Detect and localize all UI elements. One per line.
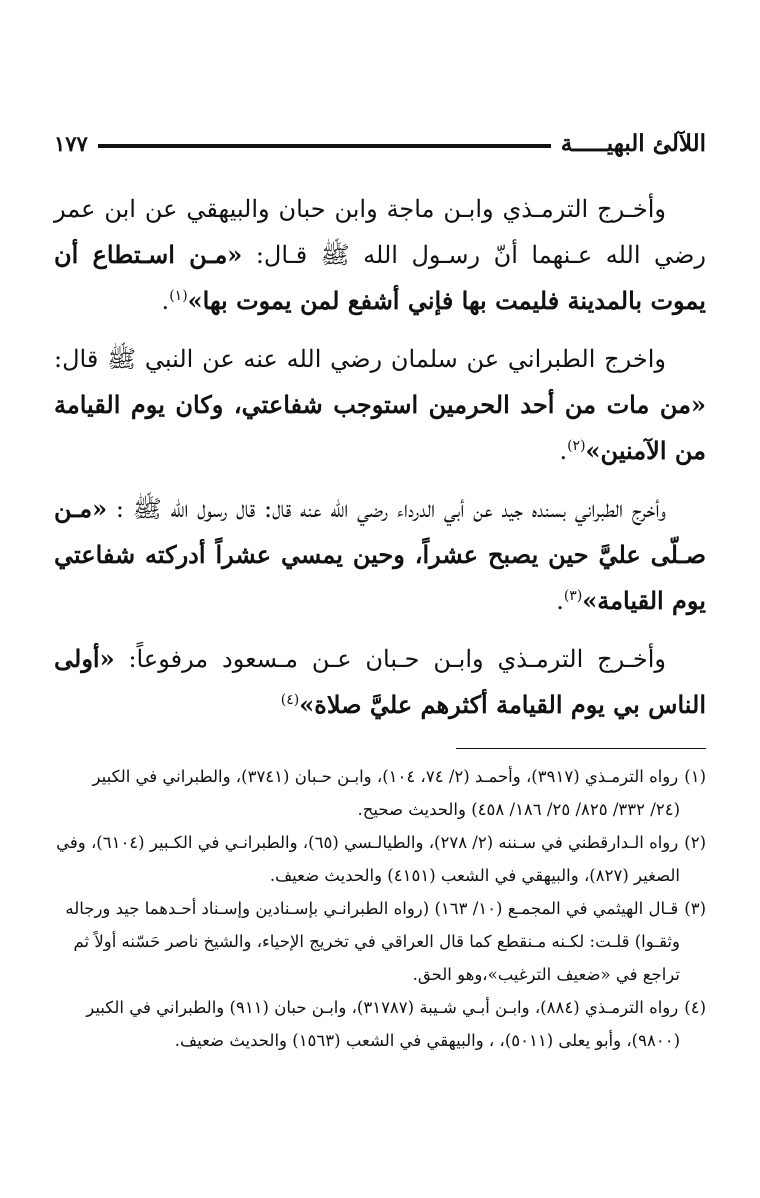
paragraph-text: وأخرج الطبراني بسنده جيد عن أبي الدرداء رضي الله عنه قال: قال رسول الله ﷺ : xyxy=(107,495,666,523)
header-title: اللآلئ البهيـــــة xyxy=(560,129,706,157)
footnote-separator xyxy=(456,748,706,749)
paragraph-tail: . xyxy=(161,287,170,315)
footnote-text: قـال الهيثمي في المجمـع (١٠/ ١٦٣) (رواه الطبرانـي بإسـنادين وإسـناد أحـدهما جيد ورجاله xyxy=(65,899,679,918)
footnote-2 xyxy=(54,826,706,892)
hadith-quote: «مـن صـلّى عليَّ حين يصبح عشراً، وحين يمسي عشراً أدركته شفاعتي يوم القيامة» xyxy=(54,494,706,615)
footnote-4 xyxy=(54,991,706,1057)
footnote-number: (٢) xyxy=(684,833,706,852)
paragraph-2 xyxy=(54,336,706,474)
footnote-ref: (١) xyxy=(169,288,188,304)
page-number: ١٧٧ xyxy=(54,130,88,156)
paragraph-1 xyxy=(54,186,706,324)
book-page xyxy=(54,0,706,1198)
hadith-quote: «من مات من أحد الحرمين استوجب شفاعتي، وكان يوم القيامة من الآمنين» xyxy=(54,390,706,465)
footnote-text: وثقـوا) قلـت: لكـنه مـنقطع كما قال العراقي في تخريج الإحياء، والشيخ ناصر حَسّنه أولاً ثم xyxy=(73,932,680,951)
footnote-text: رواه الترمـذي (٣٩١٧)، وأحمـد (٢/ ٧٤، ١٠٤)، وابـن حـبان (٣٧٤١)، والطبراني في الكبير xyxy=(92,767,679,786)
footnote-number: (٣) xyxy=(684,899,706,918)
paragraph-text: واخرج الطبراني عن سلمان رضي الله عنه عن النبي ﷺ قال: xyxy=(54,345,666,373)
footnote-text: الصغير (٨٢٧)، والبيهقي في الشعب (٤١٥١) والحديث ضعيف. xyxy=(269,866,680,885)
paragraph-4 xyxy=(54,636,706,728)
footnote-ref: (٤) xyxy=(280,692,300,708)
footnote-text: تراجع في «ضعيف الترغيب»،وهو الحق. xyxy=(412,965,680,984)
footnote-number: (١) xyxy=(684,767,706,786)
footnote-1 xyxy=(54,760,706,826)
footnote-text: (٢٤/ ٣٣٢/ ٨٢٥/ ٢٥/ ١٨٦/ ٤٥٨) والحديث صحيح. xyxy=(357,800,680,819)
footnote-text: (٩٨٠٠)، وأبو يعلى (٥٠١١)، ، والبيهقي في الشعب (١٥٦٣) والحديث ضعيف. xyxy=(174,1031,680,1050)
paragraph-tail: . xyxy=(556,587,564,615)
paragraph-text: وأخـرج الترمـذي وابـن حـبان عـن مـسعود مرفوعاً: xyxy=(114,645,666,673)
hadith-quote: «مـن اسـتطاع أن يموت بالمدينة فليمت بها فإني أشفع لمن يموت بها» xyxy=(54,240,706,315)
header-rule xyxy=(98,144,551,148)
main-text xyxy=(54,186,706,740)
paragraph-tail: . xyxy=(559,437,568,465)
footnote-text: رواه الـدارقطني في سـننه (٢/ ٢٧٨)، والطيالـسي (٦٥)، والطبرانـي في الكـبير (٦١٠٤)، وفي xyxy=(56,833,679,852)
footnote-text: رواه الترمـذي (٨٨٤)، وابـن أبـي شـيبة (٣١٧٨٧)، وابـن حبان (٩١١) والطبراني في الكبير xyxy=(86,998,679,1017)
footnotes xyxy=(54,760,706,1057)
footnote-ref: (٢) xyxy=(567,438,586,454)
hadith-quote: «أولى الناس بي يوم القيامة أكثرهم عليَّ صلاة» xyxy=(54,644,706,719)
footnote-ref: (٣) xyxy=(563,588,583,604)
footnote-number: (٤) xyxy=(684,998,706,1017)
paragraph-text: وأخـرج الترمـذي وابـن ماجة وابن حبان والبيهقي عن ابن عمر رضي الله عـنهما أنّ رسـول الله ﷺ قـال: xyxy=(54,195,707,269)
running-header xyxy=(54,128,706,158)
footnote-3 xyxy=(54,892,706,991)
paragraph-3 xyxy=(54,486,706,624)
